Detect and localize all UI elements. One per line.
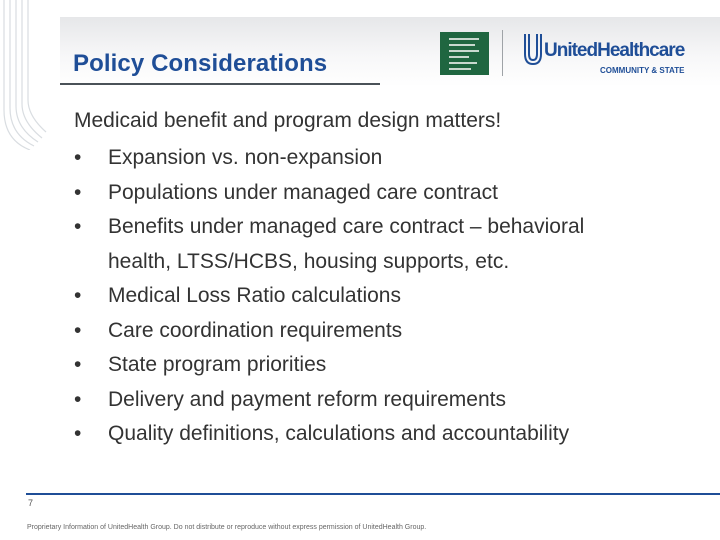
list-item xyxy=(74,383,714,418)
bullet-text: Benefits under managed care contract – behavioral health, LTSS/HCBS, housing supports, etc. xyxy=(108,215,585,273)
bullet-icon: • xyxy=(74,180,82,204)
list-item xyxy=(74,210,714,279)
bullet-list xyxy=(74,141,714,452)
unitedhealthcare-u-icon xyxy=(523,32,543,68)
bullet-icon: • xyxy=(74,387,82,411)
bullet-icon: • xyxy=(74,422,82,445)
naquf-seal-icon xyxy=(440,32,489,75)
bullet-text: Care coordination requirements xyxy=(108,318,403,342)
brand-subtitle: COMMUNITY & STATE xyxy=(600,66,685,75)
bullet-icon: • xyxy=(74,318,82,342)
bullet-text: Quality definitions, calculations and accountability xyxy=(108,422,570,445)
intro-text: Medicaid benefit and program design matters! xyxy=(74,109,502,132)
slide-title: Policy Considerations xyxy=(73,50,328,77)
bullet-text: State program priorities xyxy=(108,353,327,376)
bullet-icon: • xyxy=(74,146,82,169)
footer-rule xyxy=(26,493,720,495)
list-item xyxy=(74,314,714,349)
logo-divider xyxy=(502,30,503,76)
list-item xyxy=(74,176,714,211)
footer-disclaimer: Proprietary Information of UnitedHealth Group. Do not distribute or reproduce without express permission of UnitedHealth Group. xyxy=(27,524,427,531)
bullet-icon: • xyxy=(74,353,82,376)
list-item xyxy=(74,417,714,452)
list-item xyxy=(74,279,714,314)
bullet-text: Medical Loss Ratio calculations xyxy=(108,284,401,307)
list-item xyxy=(74,348,714,383)
title-underline xyxy=(60,83,380,85)
bullet-text: Delivery and payment reform requirements xyxy=(108,387,506,411)
slide-body xyxy=(74,107,714,452)
brand-name: UnitedHealthcare xyxy=(544,40,685,61)
bullet-text: Expansion vs. non-expansion xyxy=(108,146,383,169)
bullet-icon: • xyxy=(74,284,82,307)
decorative-arc-lines xyxy=(0,0,60,150)
page-number: 7 xyxy=(28,498,34,508)
bullet-text: Populations under managed care contract xyxy=(108,180,498,204)
list-item xyxy=(74,141,714,176)
bullet-icon: • xyxy=(74,215,82,238)
